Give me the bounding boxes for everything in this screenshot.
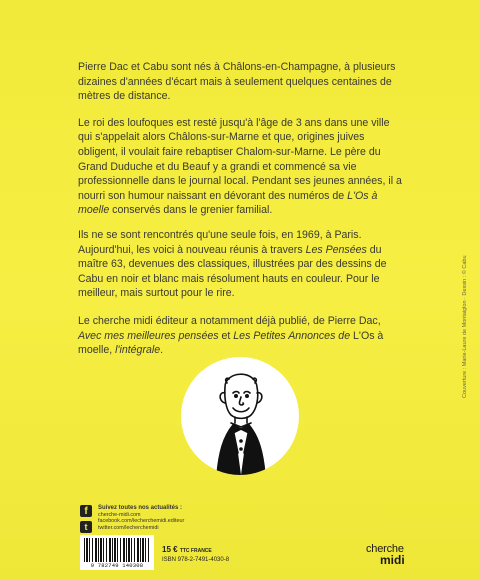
paragraph-4-text-a: Le cherche midi éditeur a notamment déjà publié, de Pierre Dac,	[78, 314, 381, 327]
paragraph-2-title: L'Os à moelle	[78, 189, 378, 217]
cover-credit: Couverture : Marie-Laure de Montaiglon · Dessin : © Cabu	[462, 255, 468, 398]
publisher-logo	[366, 544, 405, 566]
paragraph-2-text-b: conservés dans le grenier familial.	[109, 204, 273, 217]
paragraph-3-text-a: Ils ne se sont rencontrés qu'une seule fois, en 1969, à Paris. Aujourd'hui, les voici à nouveau réunis à travers	[78, 228, 362, 256]
cartoon-drawing	[181, 357, 299, 475]
paragraph-4-text-d: .	[160, 344, 164, 357]
social-heading: Suivez toutes nos actualités :	[98, 505, 183, 511]
paragraph-4-title-2: Les Petites Annonces de	[233, 329, 351, 342]
paragraph-2-text-a: Le roi des loufoques est resté jusqu'à l'âge de 3 ans dans une ville qui s'appelait alors Châlons-sur-Marne et que, origines juives obligent, il voulait faire rebaptiser Chalom-sur-Marne. Le père du Grand Duduche et du Beauf y a grandi et commencé sa vie professionnelle dans le journal local. Pendant ses jeunes années, il a nourri son humour naissant en dévorant des numéros de	[78, 116, 402, 202]
paragraph-4-text-b: et	[218, 329, 234, 342]
paragraph-4	[78, 314, 404, 358]
cartoon-portrait	[181, 357, 299, 475]
paragraph-1	[78, 60, 404, 104]
social-text	[98, 505, 258, 531]
paragraph-3	[78, 228, 404, 301]
paragraph-4-title-3: l'intégrale	[115, 344, 161, 357]
paragraph-4-text-c: L'Os à moelle,	[78, 329, 384, 357]
paragraph-2	[78, 116, 404, 218]
price-suffix: TTC FRANCE	[179, 548, 212, 554]
blurb-text	[78, 60, 404, 368]
barcode-bars	[84, 538, 150, 562]
paragraph-3-title: Les Pensées	[305, 243, 367, 256]
logo-line-2: midi	[380, 553, 405, 567]
social-twitter[interactable]: twitter.com/lecherchemidi	[98, 524, 159, 531]
paragraph-4-title-1: Avec mes meilleures pensées	[78, 329, 219, 342]
price	[162, 545, 212, 554]
facebook-icon[interactable]: f	[80, 505, 92, 517]
isbn: ISBN 978-2-7491-4030-8	[162, 557, 230, 563]
logo-line-1: cherche	[366, 543, 404, 555]
price-amount: 15 €	[162, 545, 178, 554]
barcode	[80, 535, 154, 570]
paragraph-3-text-b: du maître 63, devenues des classiques, illustrées par des dessins de Cabu en noir et blanc mais résolument hauts en couleur. Pour le meilleur, mais surtout pour le rire.	[78, 243, 387, 300]
social-facebook[interactable]: facebook.com/lecherchemidi.editeur	[98, 518, 185, 525]
twitter-icon[interactable]: t	[80, 521, 92, 533]
paragraph-1-text: Pierre Dac et Cabu sont nés à Châlons-en-Champagne, à plusieurs dizaines d'années d'écart mais à seulement quelques centaines de mètres de distance.	[78, 61, 396, 103]
barcode-digits: 9 782749 140308	[90, 562, 144, 569]
social-website[interactable]: cherche-midi.com	[98, 511, 141, 518]
